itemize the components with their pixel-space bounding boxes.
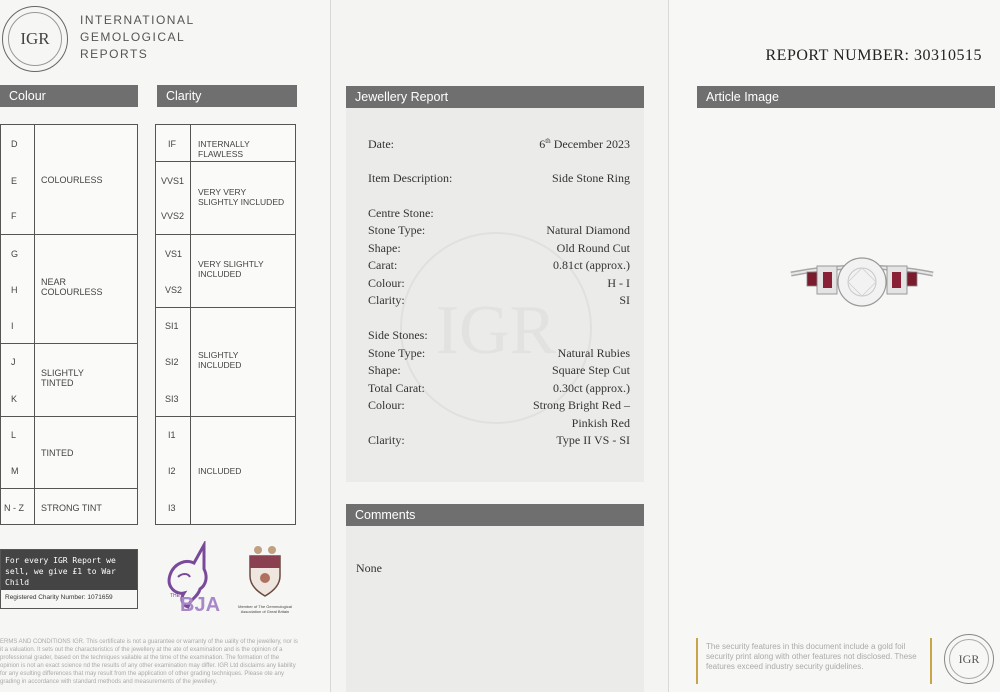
date-value: 6th December 2023 <box>539 137 630 151</box>
article-image-header: Article Image <box>697 86 995 108</box>
report-number: REPORT NUMBER: 30310515 <box>765 47 982 64</box>
charity-message: For every IGR Report we sell, we give £1 to War Child <box>1 550 137 590</box>
clarity-grade: VS1 <box>165 249 183 259</box>
colour-group: SLIGHTLY TINTED <box>41 368 84 388</box>
date-row <box>368 137 630 153</box>
colour-group: NEAR COLOURLESS <box>41 277 103 297</box>
clarity-grade: SI1 <box>165 321 179 331</box>
clarity-group: VERY SLIGHTLY INCLUDED <box>198 259 264 279</box>
clarity-grade: I1 <box>168 430 176 440</box>
side-stone-type-row: Stone Type: Natural Rubies <box>368 346 630 360</box>
svg-text:IGR: IGR <box>435 292 557 369</box>
terms-and-conditions: ERMS AND CONDITIONS IGR. This certificate is not a guarantee or warranty of the uality of the jewellery, nor is it a valuation. It sets out the characteristics of the jewellery at the ate of examination and is the opinion of a professional grader, based on the techniques vailable at the time of the examination. The formation of the opinion is not an exact science nd the results of any other examination may differ. IGR Ltd disclaims any liability for any esulting differences that may result from the application of other grading techniques. Please ote any grading in accordance with standard methods and measurements of the jewellery. <box>0 639 298 685</box>
colour-grade: M <box>11 466 19 476</box>
brand-line-3: REPORTS <box>80 47 149 61</box>
bja-text: BJA <box>180 594 221 616</box>
centre-clarity-row: Clarity: SI <box>368 293 630 307</box>
charity-number: Registered Charity Number: 1071659 <box>5 594 113 601</box>
item-description-row <box>368 171 630 187</box>
side-clarity-row: Clarity: Type II VS - SI <box>368 433 630 447</box>
gem-association-logo <box>238 542 292 622</box>
grading-scale-panel <box>0 0 330 692</box>
colour-grade: F <box>11 211 17 221</box>
clarity-group: SLIGHTLY INCLUDED <box>198 350 242 370</box>
colour-grade: G <box>11 249 19 259</box>
colour-grade: D <box>11 139 18 149</box>
colour-grade: N - Z <box>4 503 24 513</box>
side-stones-heading: Side Stones: <box>368 328 428 342</box>
brand-line-2: GEMOLOGICAL <box>80 30 186 44</box>
brand-line-1: INTERNATIONAL <box>80 13 195 27</box>
gem-association-caption: Member of The Gemmological Association of Great Britain <box>238 604 292 614</box>
colour-group: TINTED <box>41 448 74 458</box>
clarity-group: INCLUDED <box>198 466 242 476</box>
clarity-header: Clarity <box>157 85 297 107</box>
comments-box <box>346 526 644 692</box>
side-colour-row: Colour: Strong Bright Red – <box>368 398 630 412</box>
item-description-value: Side Stone Ring <box>551 171 630 185</box>
clarity-grade: VVS2 <box>161 211 185 221</box>
comments-text: None <box>356 561 382 575</box>
igr-seal-text: IGR <box>949 639 989 679</box>
ring-icon <box>787 256 937 316</box>
igr-seal-icon <box>944 634 994 684</box>
security-divider-right <box>930 638 932 684</box>
comments-header: Comments <box>346 504 644 526</box>
bja-logo <box>160 541 230 619</box>
igr-logo <box>2 6 68 72</box>
clarity-grade: SI2 <box>165 357 179 367</box>
clarity-grade: I3 <box>168 503 176 513</box>
colour-grade: H <box>11 285 18 295</box>
centre-stone-heading: Centre Stone: <box>368 206 434 220</box>
centre-stone-type-row: Stone Type: Natural Diamond <box>368 223 630 237</box>
side-total-carat-row: Total Carat: 0.30ct (approx.) <box>368 381 630 395</box>
centre-colour-row: Colour: H - I <box>368 276 630 290</box>
clarity-grade: VVS1 <box>161 176 185 186</box>
clarity-grade: VS2 <box>165 285 183 295</box>
colour-grade: E <box>11 176 18 186</box>
security-notice: The security features in this document include a gold foil security print along with other features not disclosed. These features exceed industry security guidelines. <box>706 642 917 671</box>
colour-scale-table <box>0 124 138 525</box>
jewellery-report-header: Jewellery Report <box>346 86 644 108</box>
colour-grade: I <box>11 321 14 331</box>
clarity-grade: SI3 <box>165 394 179 404</box>
colour-grade: K <box>11 394 18 404</box>
colour-group: COLOURLESS <box>41 175 103 185</box>
clarity-scale-table <box>155 124 296 525</box>
clarity-grade: IF <box>168 139 176 149</box>
security-divider-left <box>696 638 698 684</box>
ring-image <box>787 256 937 316</box>
colour-group: STRONG TINT <box>41 503 102 513</box>
crest-icon <box>238 542 292 598</box>
colour-grade: J <box>11 357 16 367</box>
clarity-grade: I2 <box>168 466 176 476</box>
jewellery-report-details <box>346 108 644 482</box>
charity-box <box>0 549 138 609</box>
clarity-group: VERY VERY SLIGHTLY INCLUDED <box>198 187 285 207</box>
clarity-group: INTERNALLY FLAWLESS <box>198 139 250 159</box>
centre-carat-row: Carat: 0.81ct (approx.) <box>368 258 630 272</box>
brand-name <box>80 12 195 63</box>
colour-header: Colour <box>0 85 138 107</box>
side-colour-row-cont: Pinkish Red <box>571 416 630 430</box>
colour-grade: L <box>11 430 17 440</box>
side-shape-row: Shape: Square Step Cut <box>368 363 630 377</box>
item-description-label: Item Description: <box>368 171 453 185</box>
date-label: Date: <box>368 137 394 151</box>
bja-small: THE <box>170 593 180 599</box>
igr-logo-text: IGR <box>8 12 62 66</box>
centre-shape-row: Shape: Old Round Cut <box>368 241 630 255</box>
